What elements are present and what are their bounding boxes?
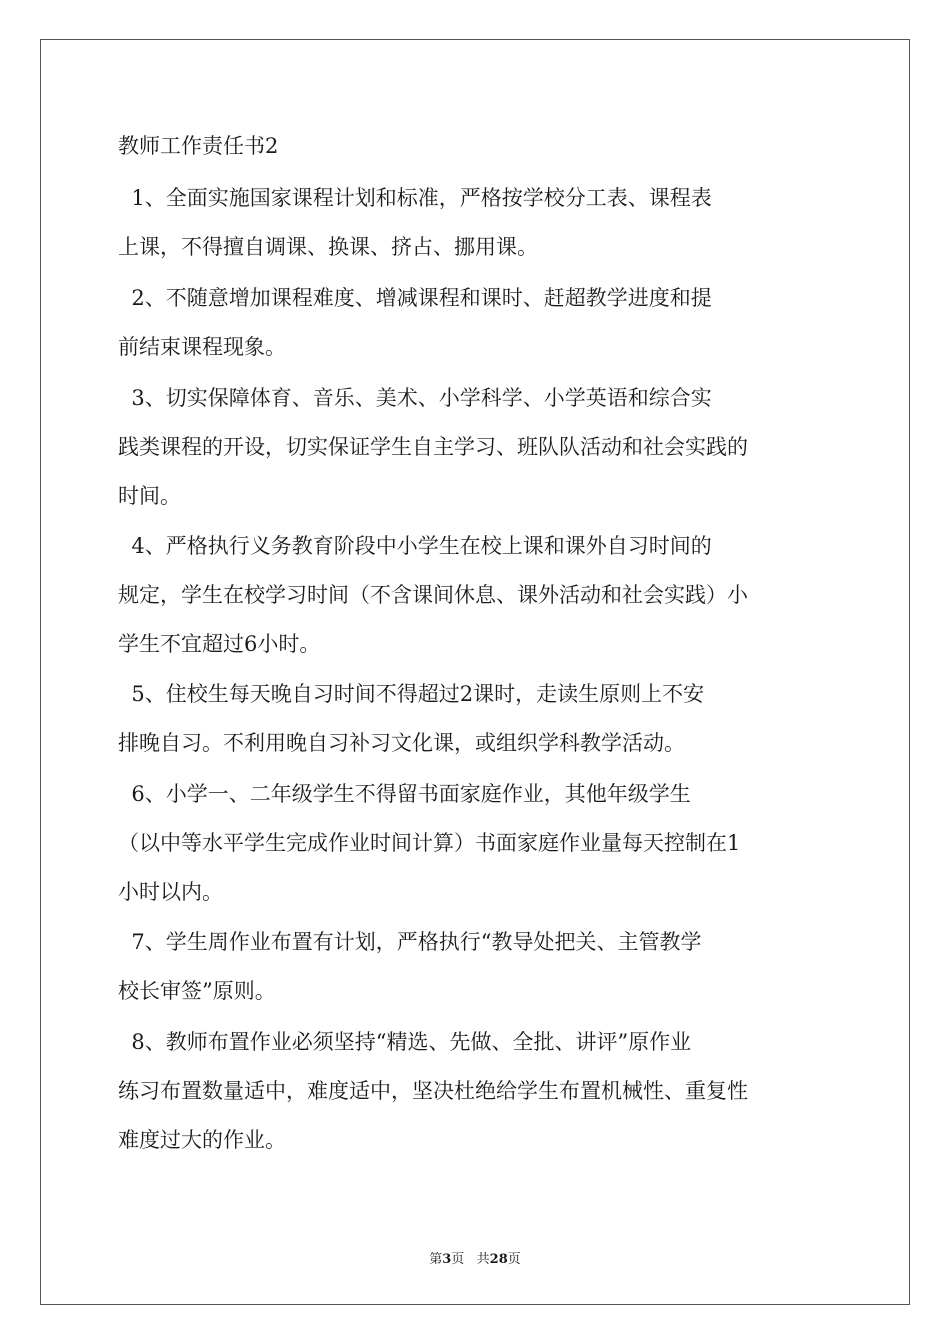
paragraph-line: 7、学生周作业布置有计划，严格执行“教导处把关、主管教学 xyxy=(118,930,702,954)
document-title: 教师工作责任书2 xyxy=(118,134,279,158)
paragraph-line: 4、严格执行义务教育阶段中小学生在校上课和课外自习时间的 xyxy=(118,534,712,558)
paragraph-5 xyxy=(118,670,834,768)
footer-total-pages: 28 xyxy=(489,1252,508,1267)
paragraph-line: （以中等水平学生完成作业时间计算）书面家庭作业量每天控制在1 xyxy=(118,831,741,855)
paragraph-line: 前结束课程现象。 xyxy=(118,335,286,359)
paragraph-line: 难度过大的作业。 xyxy=(118,1128,286,1152)
paragraph-line: 练习布置数量适中，难度适中，坚决杜绝给学生布置机械性、重复性 xyxy=(118,1079,748,1103)
paragraph-line: 小时以内。 xyxy=(118,880,223,904)
paragraph-line: 排晚自习。不利用晚自习补习文化课，或组织学科教学活动。 xyxy=(118,731,685,755)
paragraph-8 xyxy=(118,1018,834,1165)
paragraph-line: 践类课程的开设，切实保证学生自主学习、班队队活动和社会实践的 xyxy=(118,435,748,459)
paragraph-line: 上课，不得擅自调课、换课、挤占、挪用课。 xyxy=(118,235,538,259)
paragraph-line: 5、住校生每天晚自习时间不得超过2课时，走读生原则上不安 xyxy=(118,682,705,706)
footer-suffix: 页 xyxy=(507,1252,521,1267)
paragraph-line: 2、不随意增加课程难度、增减课程和课时、赶超教学进度和提 xyxy=(118,286,712,310)
paragraph-6 xyxy=(118,770,834,917)
paragraph-line: 规定，学生在校学习时间（不含课间休息、课外活动和社会实践）小 xyxy=(118,583,748,607)
paragraph-7 xyxy=(118,918,834,1016)
paragraph-line: 校长审签”原则。 xyxy=(118,979,276,1003)
paragraph-line: 1、全面实施国家课程计划和标准，严格按学校分工表、课程表 xyxy=(118,186,712,210)
paragraph-2 xyxy=(118,274,834,372)
paragraph-line: 学生不宜超过6小时。 xyxy=(118,632,321,656)
paragraph-4 xyxy=(118,522,834,669)
paragraph-1 xyxy=(118,174,834,272)
paragraph-3 xyxy=(118,374,834,521)
footer-mid: 页 共 xyxy=(451,1252,490,1267)
footer-page-number: 3 xyxy=(442,1252,452,1267)
paragraph-line: 时间。 xyxy=(118,484,181,508)
paragraph-line: 3、切实保障体育、音乐、美术、小学科学、小学英语和综合实 xyxy=(118,386,712,410)
paragraph-line: 6、小学一、二年级学生不得留书面家庭作业，其他年级学生 xyxy=(118,782,691,806)
page-footer xyxy=(0,1248,950,1267)
paragraph-line: 8、教师布置作业必须坚持“精选、先做、全批、讲评”原作业 xyxy=(118,1030,692,1054)
footer-prefix: 第 xyxy=(429,1252,443,1267)
